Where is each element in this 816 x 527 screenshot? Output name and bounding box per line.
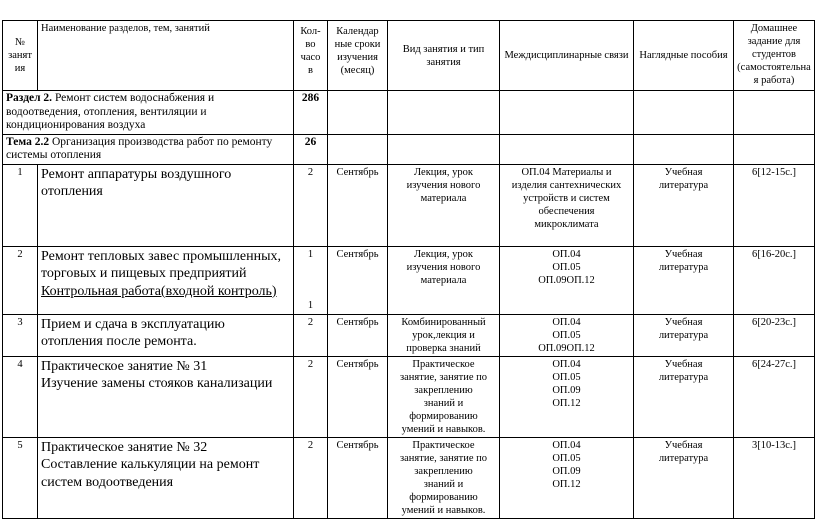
row-num: 5 (3, 437, 38, 518)
row-type-line: знаний и (423, 397, 464, 409)
row-type-line: Практическое (412, 439, 475, 451)
row-hours (294, 246, 328, 314)
curriculum-table (2, 20, 815, 519)
row-type-line: закреплению (414, 384, 473, 396)
row-name-line: Ремонт тепловых завес промышленных, (41, 248, 282, 264)
row-aids-line: Учебная (664, 248, 703, 260)
table-row (3, 437, 815, 518)
row-homework: 6[24-27с.] (734, 356, 815, 437)
row-type-line: проверка знаний (406, 342, 481, 354)
row-month: Сентябрь (328, 356, 388, 437)
row-links (500, 356, 634, 437)
row-month: Сентябрь (328, 164, 388, 246)
row-links-line: ОП.04 (552, 358, 581, 370)
row-links (500, 314, 634, 356)
row-aids-line: Учебная (664, 358, 703, 370)
header-type: Вид занятия и тип занятия (388, 21, 500, 91)
row-links-line: изделия сантехнических (511, 179, 622, 191)
table-row (3, 314, 815, 356)
row-type-line: формированию (409, 491, 478, 503)
row-aids (634, 437, 734, 518)
row-type (388, 246, 500, 314)
row-name-line: систем водоотведения (41, 474, 174, 490)
row-name-line: отопления после ремонта. (41, 334, 197, 349)
row-links-line: ОП.12 (552, 397, 581, 409)
row-name-line: Составление калькуляции на ремонт (41, 457, 260, 472)
row-type-line: знаний и (423, 478, 464, 490)
row-links-line: ОП.12 (552, 478, 581, 490)
row-type (388, 314, 500, 356)
topic-hours: 26 (294, 134, 328, 164)
row-homework: 6[12-15с.] (734, 164, 815, 246)
row-type-line: материала (420, 274, 467, 286)
table-row (3, 246, 815, 314)
row-name-line: Практическое занятие № 31 (41, 358, 208, 374)
row-hours: 2 (294, 356, 328, 437)
row-links-line: ОП.04 Материалы и (521, 166, 612, 178)
row-aids-line: литература (658, 371, 709, 383)
row-hours-value: 1 (307, 248, 314, 260)
row-aids-line: литература (658, 261, 709, 273)
empty-cell (328, 134, 388, 164)
header-calendar: Календар ные сроки изучения (месяц) (328, 21, 388, 91)
row-links-line: ОП.04 (552, 439, 581, 451)
row-aids-line: Учебная (664, 316, 703, 328)
section-cell (3, 91, 294, 135)
header-row (3, 21, 815, 91)
row-type-line: формированию (409, 410, 478, 422)
empty-cell (634, 91, 734, 135)
row-aids (634, 356, 734, 437)
row-links-line: микроклимата (534, 218, 599, 230)
topic-row (3, 134, 815, 164)
row-type-line: занятие, занятие по (400, 371, 487, 383)
row-type-line: материала (420, 192, 467, 204)
empty-cell (500, 134, 634, 164)
row-type-line: Комбинированный (401, 316, 486, 328)
row-links-line: ОП.04 (552, 248, 581, 260)
header-name: Наименование разделов, тем, занятий (38, 21, 294, 91)
section-hours: 286 (294, 91, 328, 135)
row-hours: 2 (294, 164, 328, 246)
row-name-line: отопления (41, 184, 103, 199)
row-type-line: урок,лекция и (412, 329, 475, 341)
topic-cell (3, 134, 294, 164)
row-month: Сентябрь (328, 314, 388, 356)
row-hours: 2 (294, 314, 328, 356)
row-aids-line: литература (658, 329, 709, 341)
header-homework: Домашнее задание для студентов (самостоятельна я работа) (734, 21, 815, 91)
row-num: 2 (3, 246, 38, 314)
empty-cell (734, 91, 815, 135)
row-type-line: занятие, занятие по (400, 452, 487, 464)
row-links-line: ОП.09ОП.12 (538, 342, 595, 354)
row-links-line: обеспечения (538, 205, 595, 217)
row-type-line: Лекция, урок (414, 248, 473, 260)
row-type (388, 437, 500, 518)
row-month: Сентябрь (328, 437, 388, 518)
row-name (38, 437, 294, 518)
row-links-line: ОП.09 (552, 465, 581, 477)
row-name-line: Изучение замены стояков канализации (41, 376, 273, 391)
empty-cell (328, 91, 388, 135)
empty-cell (388, 91, 500, 135)
row-hours-extra: 1 (307, 299, 314, 311)
table-row (3, 164, 815, 246)
row-homework: 6[16-20с.] (734, 246, 815, 314)
row-aids (634, 164, 734, 246)
row-type-line: умений и навыков. (401, 504, 486, 516)
row-aids-line: Учебная (664, 166, 703, 178)
row-aids-line: литература (658, 452, 709, 464)
row-type (388, 164, 500, 246)
row-aids (634, 314, 734, 356)
row-month: Сентябрь (328, 246, 388, 314)
topic-label: Тема 2.2 (6, 135, 50, 148)
row-aids-line: Учебная (664, 439, 703, 451)
row-aids-line: литература (658, 179, 709, 191)
row-type-line: Практическое (412, 358, 475, 370)
row-type-line: изучения нового (406, 179, 481, 191)
section-row (3, 91, 815, 135)
row-links-line: ОП.09 (552, 384, 581, 396)
row-links-line: ОП.09ОП.12 (538, 274, 595, 286)
section-title: Ремонт систем водоснабжения и водоотведения, отопления, вентиляции и кондиционирования воздуха (6, 92, 215, 131)
empty-cell (634, 134, 734, 164)
row-links (500, 246, 634, 314)
row-links-line: ОП.05 (552, 261, 581, 273)
header-links: Междисциплинарные связи (500, 21, 634, 91)
row-links (500, 164, 634, 246)
header-aids: Наглядные пособия (634, 21, 734, 91)
row-name (38, 356, 294, 437)
row-num: 1 (3, 164, 38, 246)
row-name (38, 246, 294, 314)
header-hours: Кол-во часо в (294, 21, 328, 91)
row-links (500, 437, 634, 518)
row-name-line: Практическое занятие № 32 (41, 439, 208, 455)
row-type-line: закреплению (414, 465, 473, 477)
row-name (38, 164, 294, 246)
row-num: 4 (3, 356, 38, 437)
row-name-line: торговых и пищевых предприятий (41, 266, 247, 281)
row-type-line: изучения нового (406, 261, 481, 273)
empty-cell (734, 134, 815, 164)
topic-title: Организация производства работ по ремонту системы отопления (6, 135, 273, 161)
row-name (38, 314, 294, 356)
row-type (388, 356, 500, 437)
row-name-line: Ремонт аппаратуры воздушного (41, 166, 232, 182)
row-homework: 3[10-13с.] (734, 437, 815, 518)
row-type-line: умений и навыков. (401, 423, 486, 435)
row-links-line: ОП.05 (552, 329, 581, 341)
row-links-line: устройств и систем (523, 192, 610, 204)
empty-cell (500, 91, 634, 135)
row-links-line: ОП.05 (552, 371, 581, 383)
header-num: № занят ия (3, 21, 38, 91)
row-aids (634, 246, 734, 314)
empty-cell (388, 134, 500, 164)
row-hours: 2 (294, 437, 328, 518)
row-type-line: Лекция, урок (414, 166, 473, 178)
row-num: 3 (3, 314, 38, 356)
row-homework: 6[20-23с.] (734, 314, 815, 356)
row-name-line: Прием и сдача в эксплуатацию (41, 316, 225, 332)
row-links-line: ОП.05 (552, 452, 581, 464)
row-links-line: ОП.04 (552, 316, 581, 328)
table-row (3, 356, 815, 437)
row-name-underlined: Контрольная работа(входной контроль) (41, 283, 277, 299)
section-label: Раздел 2. (6, 92, 53, 104)
